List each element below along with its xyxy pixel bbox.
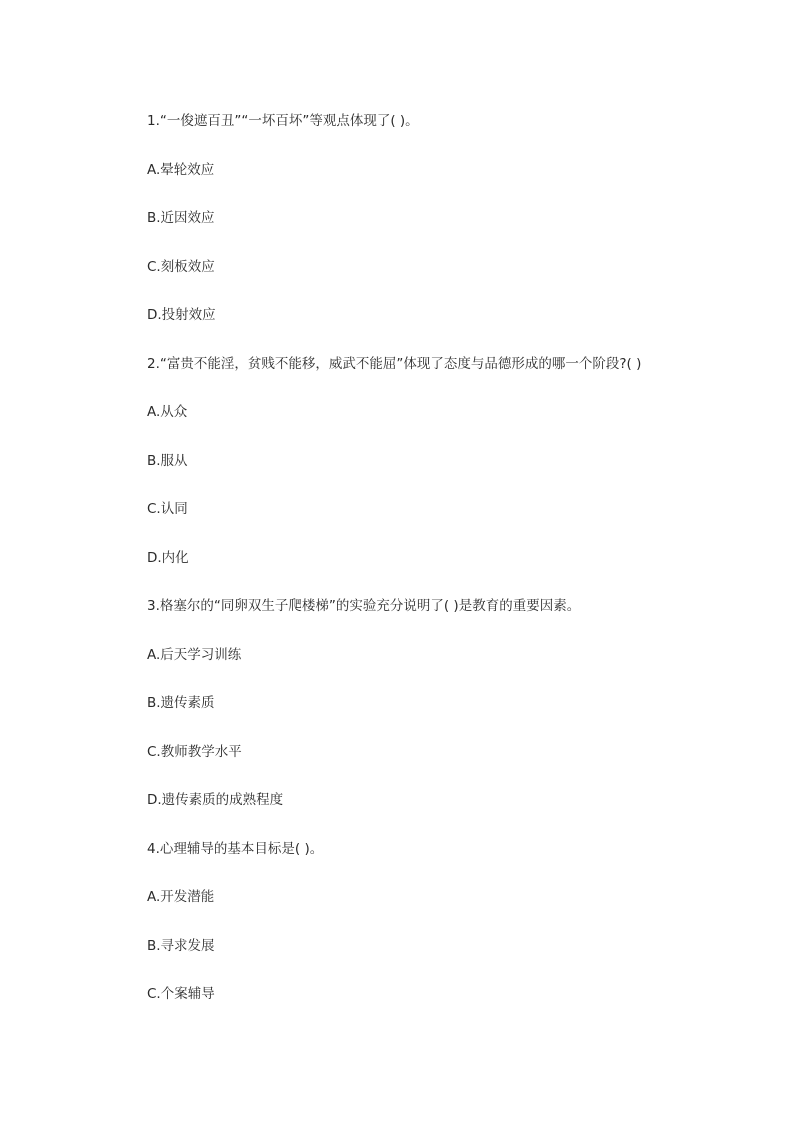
question-2-option-d: D.内化 xyxy=(147,549,189,566)
question-2-text: 2.“富贵不能淫，贫贱不能移，威武不能屈”体现了态度与品德形成的哪一个阶段?( ) xyxy=(147,355,642,372)
question-4-option-a: A.开发潜能 xyxy=(147,889,215,905)
question-2-option-c: C.认同 xyxy=(147,501,188,517)
question-2-option-a: A.从众 xyxy=(147,404,188,420)
question-3-option-b: B.遗传素质 xyxy=(147,695,215,711)
document-page xyxy=(147,109,747,1031)
question-1-option-a: A.晕轮效应 xyxy=(147,161,215,178)
question-4-text: 4.心理辅导的基本目标是( )。 xyxy=(147,840,324,857)
question-1-option-b: B.近因效应 xyxy=(147,210,215,226)
question-1-option-d: D.投射效应 xyxy=(147,307,216,323)
question-1-option-c: C.刻板效应 xyxy=(147,258,215,275)
question-3-text: 3.格塞尔的“同卵双生子爬楼梯”的实验充分说明了( )是教育的重要因素。 xyxy=(147,598,581,614)
question-3-option-a: A.后天学习训练 xyxy=(147,646,242,663)
question-3-option-c: C.教师教学水平 xyxy=(147,743,242,760)
question-4-option-c: C.个案辅导 xyxy=(147,986,215,1002)
question-4-option-b: B.寻求发展 xyxy=(147,937,215,954)
question-1-text: 1.“一俊遮百丑”“一坏百坏”等观点体现了( )。 xyxy=(147,113,419,129)
question-2-option-b: B.服从 xyxy=(147,452,188,469)
question-3-option-d: D.遗传素质的成熟程度 xyxy=(147,792,284,808)
